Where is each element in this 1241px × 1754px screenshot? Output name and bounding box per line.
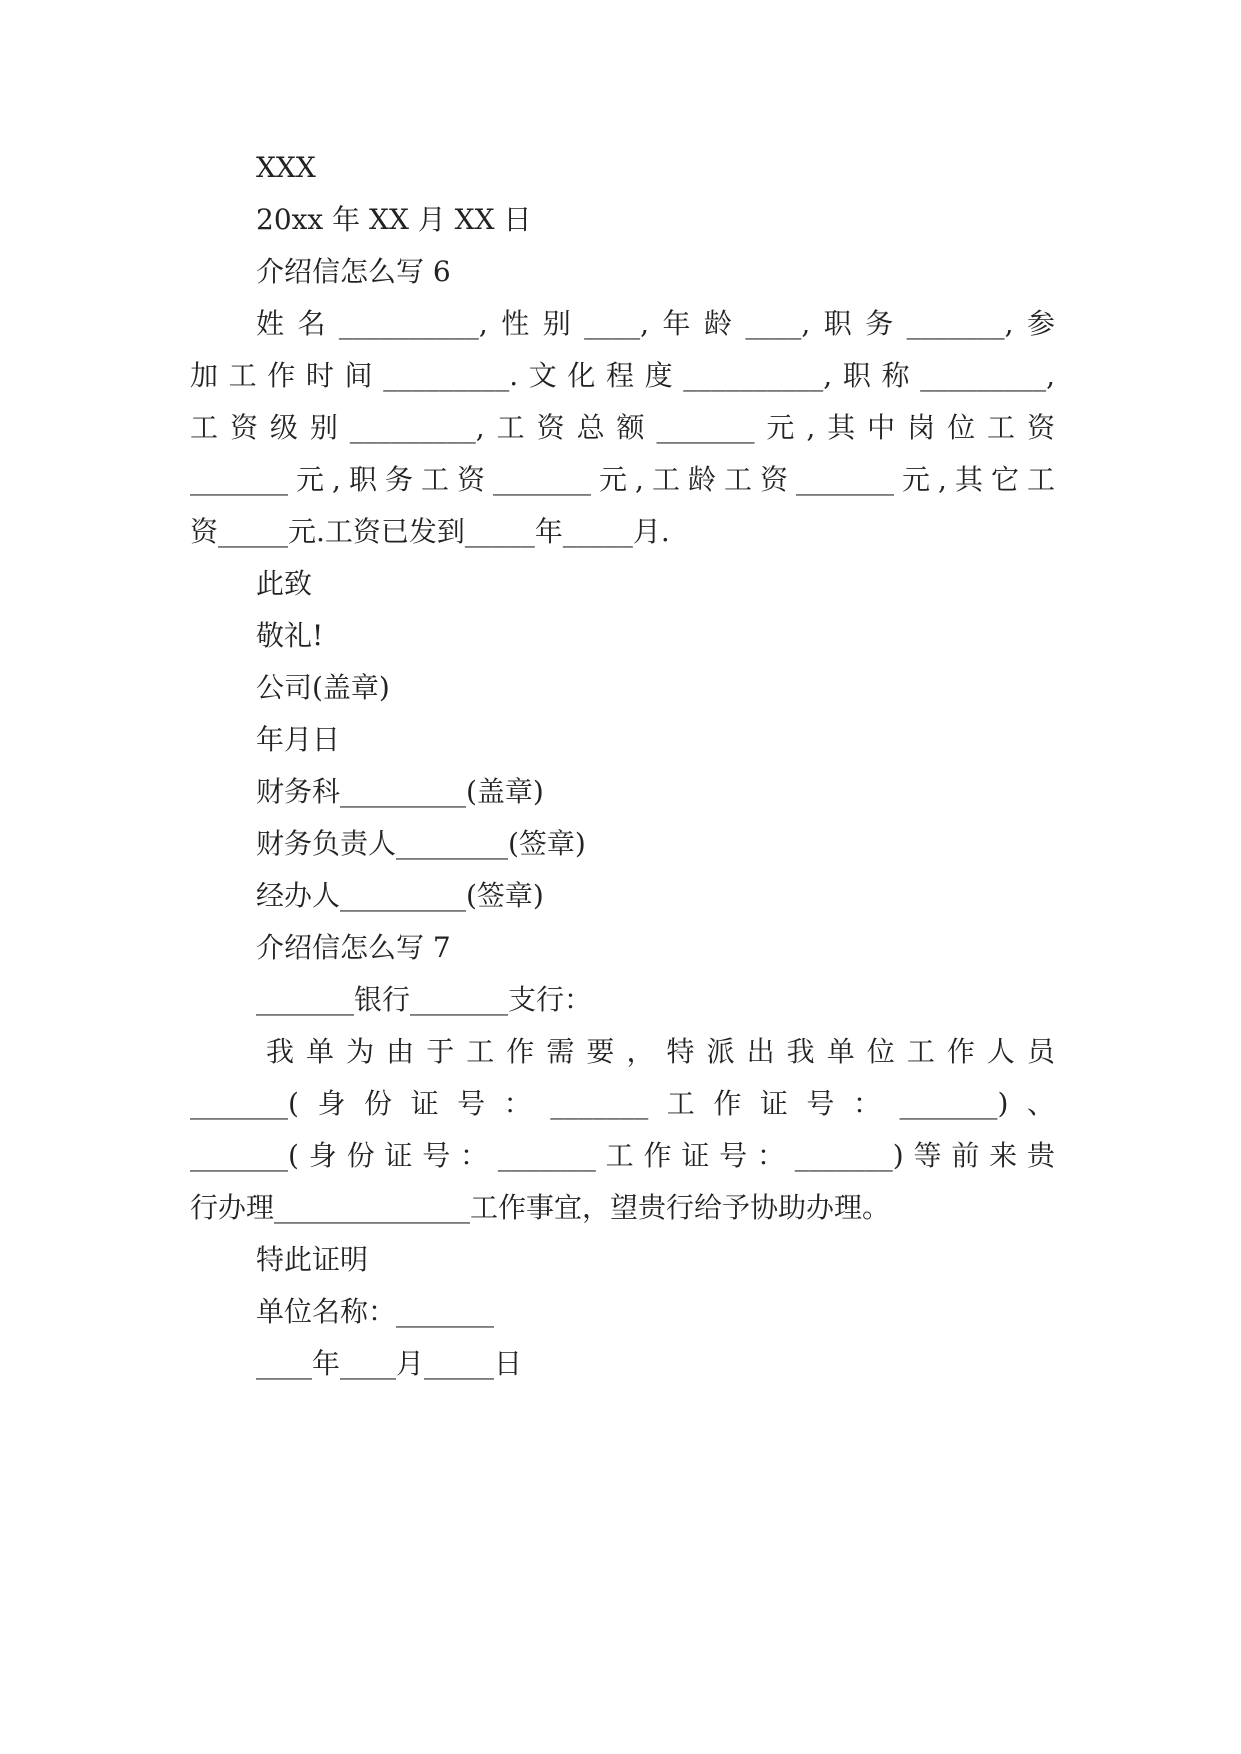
finance-dept-line: 财务科_________(盖章) [256,775,544,808]
proof-line: 特此证明 [256,1243,369,1276]
closing-salutation: 此致 [256,567,313,600]
body-line: 我单为由于工作需要，特派出我单位工作人员 [266,1035,1055,1068]
signer-name: XXX [256,151,316,184]
finance-head-line: 财务负责人________(签章) [256,827,586,860]
section-heading-6: 介绍信怎么写 6 [256,255,451,288]
unit-name-line: 单位名称：_______ [256,1295,495,1328]
body-line: 资_____元.工资已发到_____年_____月. [190,515,670,548]
body-line: 行办理______________工作事宜，望贵行给予协助办理。 [190,1191,891,1224]
letter-date: 20xx 年 XX 月 XX 日 [256,203,532,236]
closing-regards: 敬礼! [256,619,324,652]
section-heading-7: 介绍信怎么写 7 [256,931,451,964]
body-line: 加工作时间_________.文化程度__________,职称_________, [190,359,1055,392]
date-blank-line: 年月日 [256,723,341,756]
body-line: _______(身份证号：_______工作证号：_______)、 [190,1087,1055,1120]
body-line: 工资级别_________,工资总额_______元,其中岗位工资 [190,411,1055,444]
body-line: _______(身份证号：_______工作证号：_______)等前来贵 [190,1139,1055,1172]
company-seal-line: 公司(盖章) [256,671,390,704]
body-line: _______元,职务工资_______元,工龄工资_______元,其它工 [190,463,1055,496]
body-line: 姓名__________,性别____,年龄____,职务_______,参 [256,307,1055,340]
date-line: ____年____月_____日 [256,1347,523,1380]
bank-salutation: _______银行_______支行： [256,983,593,1016]
handler-line: 经办人_________(签章) [256,879,544,912]
